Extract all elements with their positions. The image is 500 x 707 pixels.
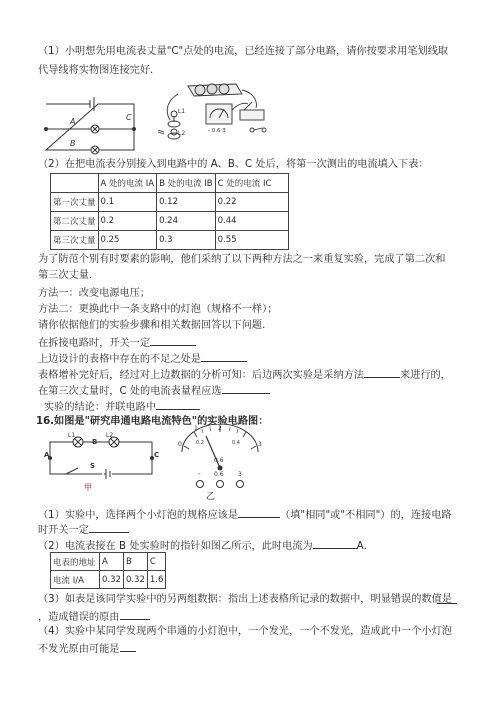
answer-blank[interactable]: [156, 399, 200, 410]
table-cell: 0.25: [98, 231, 157, 250]
table-cell: 第二次丈量: [51, 212, 99, 231]
answer-blank[interactable]: [201, 351, 247, 362]
answer-blank[interactable]: [120, 641, 136, 652]
q16-question1-text: （1）实验中，选择两个小灯泡的规格应该是: [38, 510, 239, 521]
q15-method-intro-line1: 为了防范个别有时要素的影响，他们采纳了以下两种方法之一来重复实验，完成了第二次和: [38, 254, 446, 265]
answer-blank[interactable]: [364, 367, 400, 378]
table-cell: 0.3: [157, 231, 216, 250]
q16-question3-text-b: ，造成错误的原由: [38, 612, 120, 623]
q15-question-d: [44, 399, 200, 414]
table-header-cell: 电表的地址: [51, 553, 100, 571]
q15-question-intro: 请你依据他们的实验步骤和相关数据回答以下问题.: [38, 320, 266, 331]
q16-question2-unit: A．: [356, 541, 374, 552]
table-cell: 1.6: [147, 571, 166, 589]
q15-method-intro-line2: 第三次丈量.: [38, 270, 93, 281]
label-L1: L1: [68, 432, 76, 439]
table-header-cell: B: [123, 553, 147, 571]
q16-question4: （4）实验中某同学发现两个串通的小灯泡中，一个发光，一个不发光，造成此中一个小灯泡: [38, 626, 452, 637]
label-A: A: [44, 451, 50, 459]
table-row: [51, 231, 289, 250]
table-cell: 0.12: [157, 193, 216, 212]
meter-terminal-labels: - 0.6 3: [208, 128, 226, 134]
q15-question-a: [38, 335, 196, 350]
table-header-cell: [51, 174, 99, 193]
q16-question1-cont: [38, 522, 129, 537]
terminal-label: -: [198, 470, 201, 478]
table-cell: 0.55: [215, 231, 288, 250]
table-header-cell: B 处的电流 IB: [157, 174, 216, 193]
table-header-cell: C 处的电流 IC: [215, 174, 288, 193]
label-L2: L2: [178, 130, 186, 137]
scale-label: 0.4: [232, 440, 240, 446]
answer-blank[interactable]: [150, 335, 196, 346]
label-C: C: [126, 113, 132, 122]
q15-question-c1: [38, 367, 451, 382]
q16-question4-text-b: 不发光原由可能是: [38, 644, 120, 655]
table-cell: 0.44: [215, 212, 288, 231]
answer-blank[interactable]: [313, 538, 357, 549]
q15-method1: 方法一：改变电源电压；: [38, 288, 151, 299]
table-header-row: [51, 174, 289, 193]
q15-question-d-text: 实验的结论：并联电路中: [44, 402, 157, 413]
q16-ammeter-diagram: [172, 424, 268, 496]
scale-label: 2: [218, 425, 222, 432]
figure-label-jia: 甲: [84, 483, 92, 492]
answer-blank[interactable]: [437, 593, 457, 604]
q16-title: 16.如图是"研究串通电路电流特色"的实验电路图：: [36, 416, 269, 427]
q15-method2: 方法二：更换此中一条支路中的灯泡（规格不一样）；: [38, 304, 278, 315]
q15-question-b-text: 上边设计的表格中存在的不足之处是: [38, 354, 201, 365]
scale-label: 0.2: [196, 440, 204, 446]
table-cell: 0.2: [98, 212, 157, 231]
scale-label: 3: [258, 441, 262, 448]
q15-part1-line2: 代导线将实物图连接完好.: [38, 65, 154, 76]
table-row: [51, 212, 289, 231]
terminal-label: 3: [238, 471, 242, 478]
table-cell: 第三次丈量: [51, 231, 99, 250]
q15-question-b: [38, 351, 247, 366]
answer-blank[interactable]: [238, 507, 280, 518]
answer-blank[interactable]: [89, 522, 129, 533]
table-cell: 0.24: [157, 212, 216, 231]
q15-part2-line: （2）在把电流表分别接入到电路中的 A、B、C 处后，将第一次测出的电流填入下表：: [38, 159, 429, 170]
answer-blank[interactable]: [222, 383, 270, 394]
scale-label: 1: [194, 425, 198, 432]
table-cell: 0.22: [215, 193, 288, 212]
q16-question1-text-b: （填"相同"或"不相同"）的，连接电路: [280, 510, 452, 521]
q16-question2: [38, 538, 374, 553]
q16-question3-blank-wrap: [437, 593, 457, 608]
q16-question3: （3）如表是该同学实验中的另两组数据：指出上述表格所记录的数据中，明显错误的数值是: [38, 594, 452, 605]
q16-data-table: [50, 552, 166, 589]
label-L1: L1: [178, 108, 186, 115]
figure-label-yi: 乙: [206, 492, 216, 502]
q15-question-c2-text: 在第三次丈量时，C 处的电流表量程应选: [38, 386, 222, 397]
label-C: C: [154, 451, 160, 459]
q16-question1: [38, 507, 452, 522]
label-A: A: [70, 117, 76, 126]
q15-question-c1-end: 来进行的，: [400, 370, 451, 381]
q15-question-a-text: 在拆接电路时，开关一定: [38, 338, 151, 349]
table-row: [51, 571, 166, 589]
scale-label: 0: [178, 441, 182, 448]
q16-question1-text-c: 时开关一定: [38, 525, 89, 536]
q15-question-c2: [38, 383, 270, 398]
table-header-cell: A 处的电流 IA: [98, 174, 157, 193]
label-L2: L2: [106, 432, 114, 439]
label-B: B: [92, 438, 98, 446]
terminal-label: 0.6: [214, 471, 224, 478]
label-S: S: [90, 462, 96, 470]
table-cell: 0.32: [100, 571, 124, 589]
table-header-cell: A: [100, 553, 124, 571]
q16-question2-text: （2）电流表接在 B 处实验时的指针如图乙所示，此时电流为: [38, 541, 313, 552]
table-header-cell: C: [147, 553, 166, 571]
table-cell: 0.32: [123, 571, 147, 589]
table-row: [51, 193, 289, 212]
q15-circuit-diagram: [40, 92, 140, 158]
table-cell: 0.1: [98, 193, 157, 212]
table-cell: 第一次丈量: [51, 193, 99, 212]
q15-part1-line1: （1）小明想先用电流表丈量"C"点处的电流，已经连接了部分电路，请你按要求用笔划线取: [38, 46, 449, 57]
scale-label: 0.6: [214, 457, 224, 464]
q16-question4-cont: [38, 641, 136, 656]
q16-question3-cont: [38, 609, 150, 624]
table-header-row: [51, 553, 166, 571]
table-cell: 电流 I/A: [51, 571, 100, 589]
q16-series-circuit-diagram: [44, 430, 160, 490]
q15-data-table: [50, 173, 289, 250]
answer-blank[interactable]: [120, 609, 150, 620]
label-B: B: [70, 139, 76, 148]
q15-question-c1-text: 表格增补完好后，经过对上边数据的分析可知：后边两次实验是采纳方法: [38, 370, 364, 381]
q15-apparatus-drawing: [148, 80, 288, 150]
